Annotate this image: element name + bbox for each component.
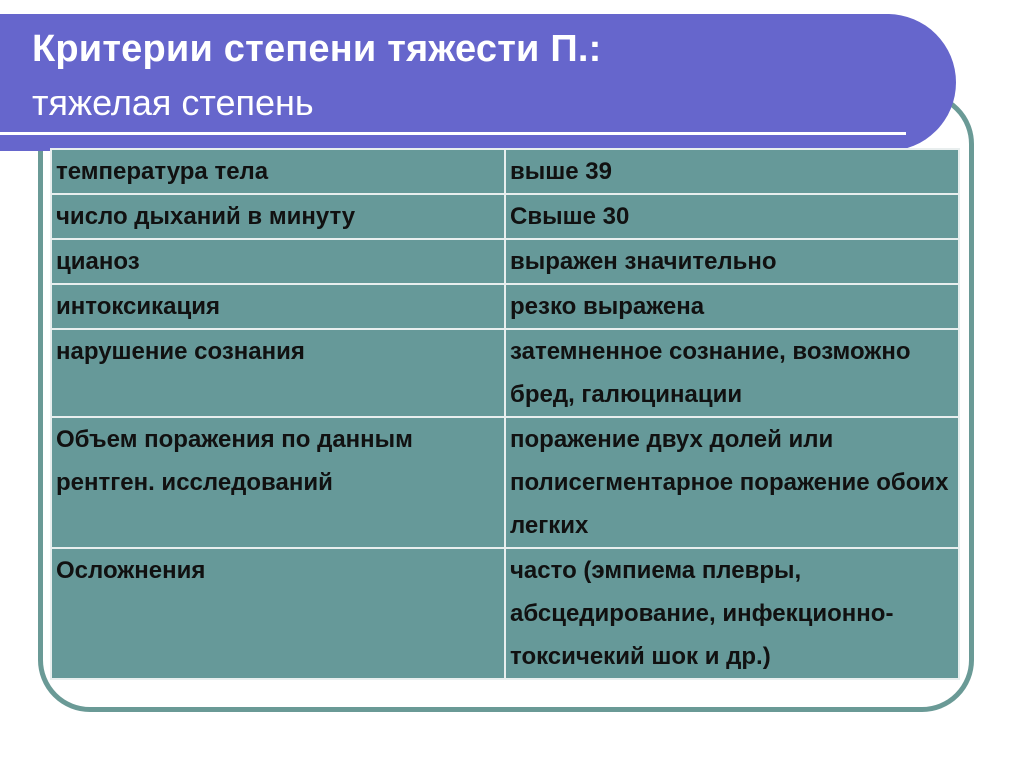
slide-title: Критерии степени тяжести П.: [32, 28, 602, 70]
title-banner [0, 14, 956, 151]
table-row [51, 284, 959, 329]
value-cell: затемненное сознание, возможно бред, галюцинации [505, 329, 959, 417]
table-row [51, 548, 959, 679]
param-cell: температура тела [51, 149, 505, 194]
table-row [51, 239, 959, 284]
value-cell: выражен значительно [505, 239, 959, 284]
value-cell: резко выражена [505, 284, 959, 329]
slide-subtitle: тяжелая степень [32, 82, 314, 123]
value-cell: поражение двух долей или полисегментарное поражение обоих легких [505, 417, 959, 548]
title-divider [0, 132, 906, 135]
table-row [51, 149, 959, 194]
param-cell: нарушение сознания [51, 329, 505, 417]
table-row [51, 417, 959, 548]
criteria-table [50, 148, 960, 680]
param-cell: Осложнения [51, 548, 505, 679]
table-row [51, 329, 959, 417]
param-cell: цианоз [51, 239, 505, 284]
param-cell: интоксикация [51, 284, 505, 329]
value-cell: выше 39 [505, 149, 959, 194]
table-row [51, 194, 959, 239]
param-cell: число дыханий в минуту [51, 194, 505, 239]
value-cell: часто (эмпиема плевры, абсцедирование, инфекционно-токсичекий шок и др.) [505, 548, 959, 679]
value-cell: Свыше 30 [505, 194, 959, 239]
param-cell: Объем поражения по данным рентген. исследований [51, 417, 505, 548]
